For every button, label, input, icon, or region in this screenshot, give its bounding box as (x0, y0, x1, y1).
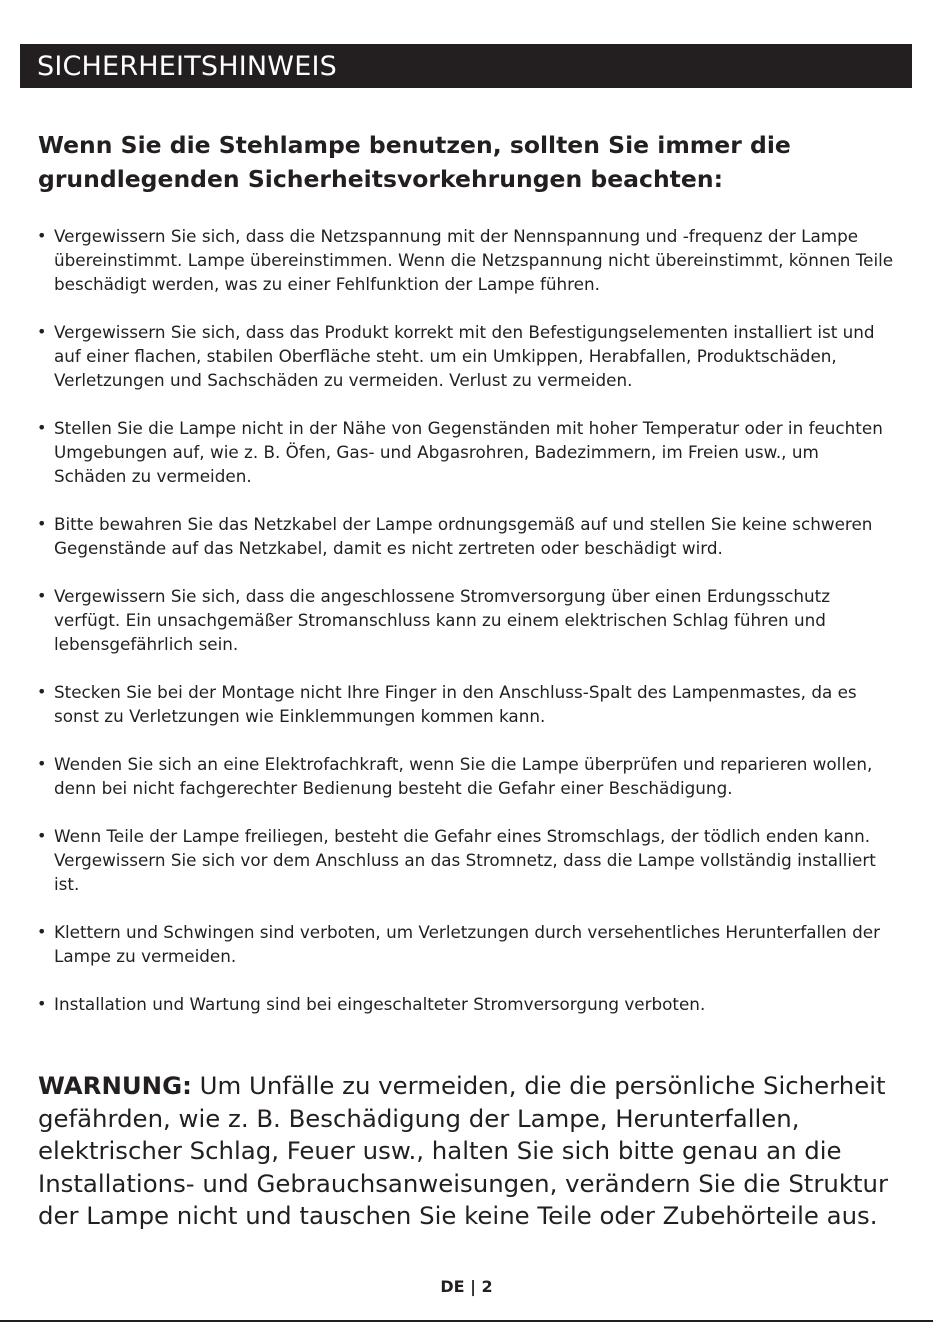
bullet-icon: • (37, 322, 47, 341)
list-item-text: Vergewissern Sie sich, dass die angeschlossene Stromversorgung über einen Erdungsschutz verfügt. Ein unsachgemäßer Stromanschluss kann zu einem elektrischen Schlag führen und lebensgefährlich sein. (54, 586, 831, 654)
bullet-icon: • (37, 418, 47, 437)
bullet-icon: • (37, 922, 47, 941)
list-item-text: Stellen Sie die Lampe nicht in der Nähe von Gegenständen mit hoher Temperatur oder in feuchten Umgebungen auf, wie z. B. Öfen, Gas- und Abgasrohren, Badezimmern, im Freien usw., um Schäden zu vermeiden. (54, 418, 883, 486)
list-item-text: Vergewissern Sie sich, dass das Produkt korrekt mit den Befestigungselementen installiert ist und auf einer flachen, stabilen Oberfläche steht. um ein Umkippen, Herabfallen, Produktschäden, Verletzungen und Sachschäden zu vermeiden. Verlust zu vermeiden. (54, 322, 875, 390)
list-item-text: Wenn Teile der Lampe freiliegen, besteht die Gefahr eines Stromschlags, der tödlich enden kann. Vergewissern Sie sich vor dem Anschluss an das Stromnetz, dass die Lampe vollständig installiert ist. (54, 826, 876, 894)
safety-instructions-list (36, 224, 896, 1040)
bullet-icon: • (37, 586, 47, 605)
list-item (36, 992, 896, 1016)
warning-label: WARNUNG: (38, 1071, 192, 1100)
bullet-icon: • (37, 754, 47, 773)
warning-text: Um Unfälle zu vermeiden, die die persönliche Sicherheit gefährden, wie z. B. Beschädigung der Lampe, Herunterfallen, elektrischer Schlag, Feuer usw., halten Sie sich bitte genau an die Installations- und Gebrauchsanweisungen, verändern Sie die Struktur der Lampe nicht und tauschen Sie keine Teile oder Zubehörteile aus. (38, 1071, 889, 1230)
list-item (36, 584, 896, 656)
list-item-text: Installation und Wartung sind bei eingeschalteter Stromversorgung verboten. (54, 994, 706, 1014)
list-item (36, 920, 896, 968)
list-item (36, 512, 896, 560)
list-item (36, 416, 896, 488)
list-item-text: Wenden Sie sich an eine Elektrofachkraft, wenn Sie die Lampe überprüfen und reparieren wollen, denn bei nicht fachgerechter Bedienung besteht die Gefahr einer Beschädigung. (54, 754, 873, 798)
list-item-text: Klettern und Schwingen sind verboten, um Verletzungen durch versehentliches Herunterfallen der Lampe zu vermeiden. (54, 922, 881, 966)
list-item (36, 680, 896, 728)
bullet-icon: • (37, 682, 47, 701)
bullet-icon: • (37, 994, 47, 1013)
warning-paragraph (38, 1070, 908, 1233)
page-number: DE | 2 (440, 1277, 493, 1296)
list-item-text: Vergewissern Sie sich, dass die Netzspannung mit der Nennspannung und -frequenz der Lampe übereinstimmt. Lampe übereinstimmen. Wenn die Netzspannung nicht übereinstimmt, können Teile beschädigt werden, was zu einer Fehlfunktion der Lampe führen. (54, 226, 894, 294)
list-item (36, 224, 896, 296)
bullet-icon: • (37, 226, 47, 245)
section-title: SICHERHEITSHINWEIS (37, 51, 337, 82)
list-item-text: Stecken Sie bei der Montage nicht Ihre Finger in den Anschluss-Spalt des Lampenmastes, da es sonst zu Verletzungen wie Einklemmungen kommen kann. (54, 682, 857, 726)
bullet-icon: • (37, 514, 47, 533)
list-item (36, 320, 896, 392)
intro-heading: Wenn Sie die Stehlampe benutzen, sollten Sie immer die grundlegenden Sicherheitsvorkehrungen beachten: (38, 131, 791, 193)
list-item-text: Bitte bewahren Sie das Netzkabel der Lampe ordnungsgemäß auf und stellen Sie keine schweren Gegenstände auf das Netzkabel, damit es nicht zertreten oder beschädigt wird. (54, 514, 873, 558)
list-item (36, 752, 896, 800)
bullet-icon: • (37, 826, 47, 845)
section-header-bar (20, 44, 912, 88)
list-item (36, 824, 896, 896)
bottom-divider (0, 1320, 933, 1322)
